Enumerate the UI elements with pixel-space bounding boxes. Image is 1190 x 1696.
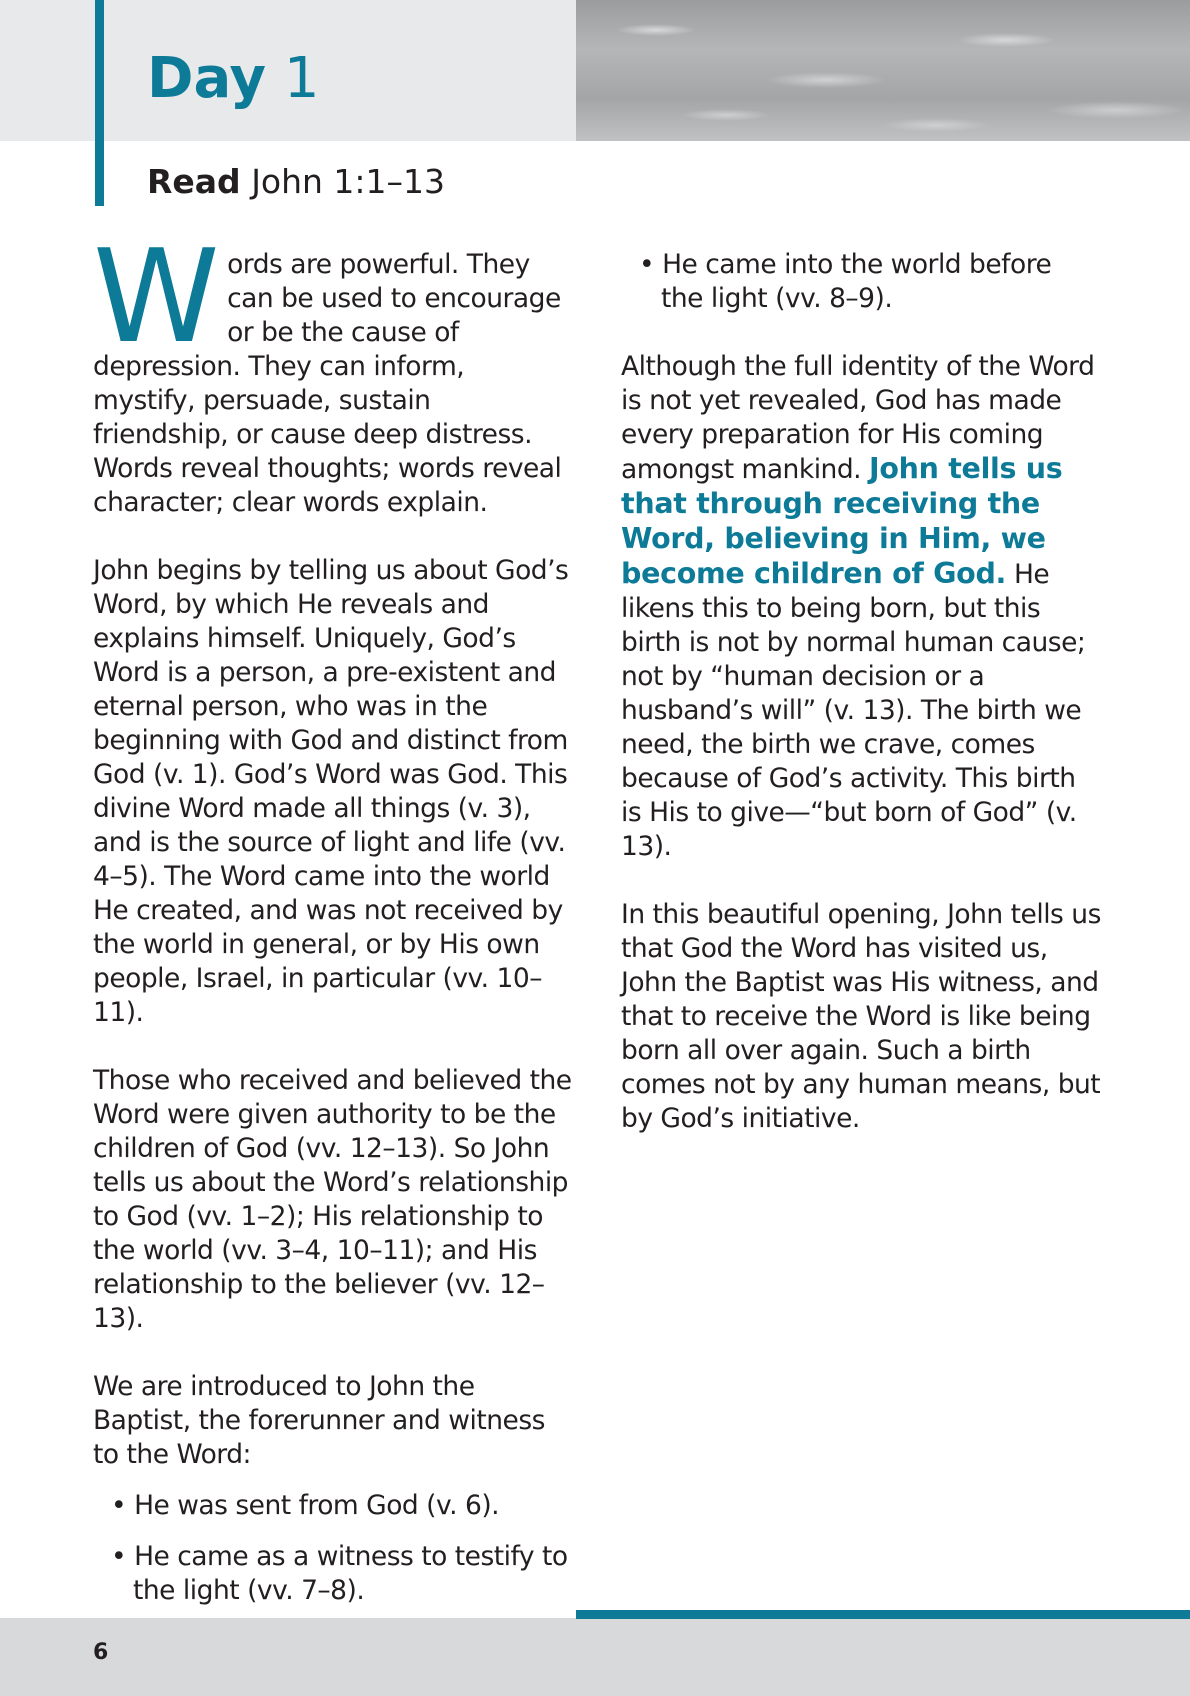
paragraph: We are introduced to John the Baptist, the forerunner and witness to the Word: bbox=[93, 1371, 545, 1470]
bullet-item: • He was sent from God (v. 6). bbox=[111, 1489, 573, 1523]
accent-bar bbox=[95, 0, 104, 206]
day-label: Day bbox=[147, 46, 267, 111]
paragraph-highlighted bbox=[621, 350, 1101, 864]
day-title bbox=[147, 44, 320, 114]
paragraph-start: Although the full identity of the Word is not yet revealed, God has made every preparation for His coming amongst mankind. bbox=[621, 351, 1095, 485]
day-number: 1 bbox=[283, 46, 320, 111]
reading-ref: John 1:1–13 bbox=[251, 162, 446, 201]
paragraph-intro bbox=[93, 223, 573, 520]
intro-text: ords are powerful. They can be used to encourage or be the cause of depression. They can inform, mystify, persuade, sustain friendship, or cause deep distress. Words reveal thoughts; words reveal character; clear words explain. bbox=[93, 249, 562, 518]
paragraph: Those who received and believed the Word were given authority to be the children of God (vv. 12–13). So John tells us about the Word’s relationship to God (vv. 1–2); His relationship to the world (vv. 3–4, 10–11); and His relationship to the believer (vv. 12–13). bbox=[93, 1065, 572, 1334]
bullet-item: • He came as a witness to testify to the light (vv. 7–8). bbox=[111, 1540, 573, 1608]
drop-cap: W bbox=[93, 223, 220, 372]
paragraph: John begins by telling us about God’s Word, by which He reveals and explains himself. Uniquely, God’s Word is a person, a pre-existent and eternal person, who was in the beginning with God and distinct from God (v. 1). God’s Word was God. This divine Word made all things (v. 3), and is the source of light and life (vv. 4–5). The Word came into the world He created, and was not received by the world in general, or by His own people, Israel, in particular (vv. 10–11). bbox=[93, 555, 569, 1028]
reading-reference bbox=[147, 160, 445, 204]
page-number: 6 bbox=[93, 1640, 109, 1665]
footer-band bbox=[0, 1618, 1190, 1696]
bullet-list bbox=[639, 248, 1101, 316]
paragraph: In this beautiful opening, John tells us that God the Word has visited us, John the Baptist was His witness, and that to receive the Word is like being born all over again. Such a birth comes not by any human means, but by God’s initiative. bbox=[621, 899, 1101, 1134]
footer-accent-line bbox=[576, 1610, 1190, 1619]
left-column bbox=[93, 223, 573, 1625]
bullet-item: • He came into the world before the light (vv. 8–9). bbox=[639, 248, 1101, 316]
paragraph-end: He likens this to being born, but this birth is not by normal human cause; not by “human decision or a husband’s will” (v. 13). The birth we need, the birth we crave, comes because of God’s activity. This birth is His to give—“but born of God” (v. 13). bbox=[621, 559, 1086, 862]
right-column bbox=[621, 248, 1101, 1170]
water-photo bbox=[576, 0, 1190, 141]
read-label: Read bbox=[147, 162, 241, 201]
bullet-list bbox=[111, 1489, 573, 1608]
pull-quote: John tells us that through receiving the Word, believing in Him, we become children of God. bbox=[621, 452, 1063, 590]
